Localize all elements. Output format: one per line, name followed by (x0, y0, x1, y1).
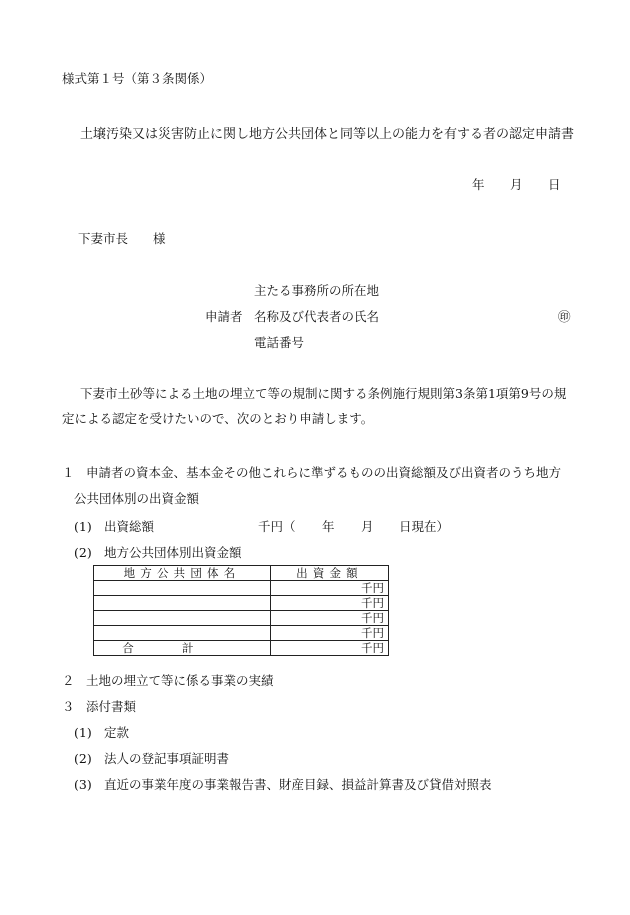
amount-cell: 千円 (271, 611, 389, 626)
municipality-cell (94, 611, 271, 626)
item1-sub1-month: 月 (361, 519, 374, 534)
municipality-cell (94, 596, 271, 611)
investment-table (93, 565, 389, 656)
table-total-row (94, 641, 389, 656)
item3-sub2-number: (2) (74, 751, 92, 766)
item2-text: 土地の埋立て等に係る事業の実績 (86, 673, 274, 688)
item1-sub1-unit: 千円（ (258, 519, 296, 534)
office-address-label: 主たる事務所の所在地 (254, 283, 380, 298)
document-title: 土壌汚染又は災害防止に関し地方公共団体と同等以上の能力を有する者の認定申請書 (80, 127, 575, 142)
total-label: 合計 (94, 641, 271, 656)
date-year: 年 (472, 177, 485, 192)
item2-number: ２ (62, 673, 75, 688)
body-line-1: 下妻市土砂等による土地の埋立て等の規制に関する条例施行規則第3条第1項第9号の規 (80, 386, 567, 401)
item3-sub3-number: (3) (74, 777, 92, 792)
header-amount: 出資金額 (271, 566, 389, 581)
item3-sub2-text: 法人の登記事項証明書 (104, 751, 230, 766)
applicant-label: 申請者 (205, 309, 243, 324)
addressee: 下妻市長 様 (78, 231, 166, 246)
total-amount: 千円 (271, 641, 389, 656)
date-day: 日 (548, 177, 561, 192)
item1-text-line2: 公共団体別の出資金額 (74, 491, 200, 506)
date-month: 月 (510, 177, 523, 192)
form-number: 様式第１号（第３条関係） (62, 71, 213, 86)
item3-sub3-text: 直近の事業年度の事業報告書、財産目録、損益計算書及び貸借対照表 (104, 777, 492, 792)
item3-number: ３ (62, 699, 75, 714)
municipality-cell (94, 581, 271, 596)
item3-sub1-number: (1) (74, 725, 92, 740)
item3-text: 添付書類 (86, 699, 137, 714)
table-header-row (94, 566, 389, 581)
item1-sub1-as-of: 日現在） (399, 519, 450, 534)
header-municipality: 地方公共団体名 (94, 566, 271, 581)
table-row (94, 581, 389, 596)
body-line-2: 定による認定を受けたいので、次のとおり申請します。 (62, 411, 374, 426)
municipality-cell (94, 626, 271, 641)
item1-sub2-number: (2) (74, 545, 92, 560)
item1-sub1-label: 出資総額 (104, 519, 155, 534)
table-row (94, 626, 389, 641)
table-row (94, 596, 389, 611)
amount-cell: 千円 (271, 596, 389, 611)
phone-label: 電話番号 (254, 335, 305, 350)
item1-number: １ (62, 465, 75, 480)
seal-mark: ㊞ (558, 309, 571, 324)
item1-sub1-number: (1) (74, 519, 92, 534)
item1-sub2-label: 地方公共団体別出資金額 (104, 545, 242, 560)
name-representative-label: 名称及び代表者の氏名 (254, 309, 380, 324)
item3-sub1-text: 定款 (104, 725, 130, 740)
table-row (94, 611, 389, 626)
item1-text-line1: 申請者の資本金、基本金その他これらに準ずるものの出資総額及び出資者のうち地方 (86, 465, 562, 480)
amount-cell: 千円 (271, 581, 389, 596)
amount-cell: 千円 (271, 626, 389, 641)
item1-sub1-year: 年 (322, 519, 335, 534)
